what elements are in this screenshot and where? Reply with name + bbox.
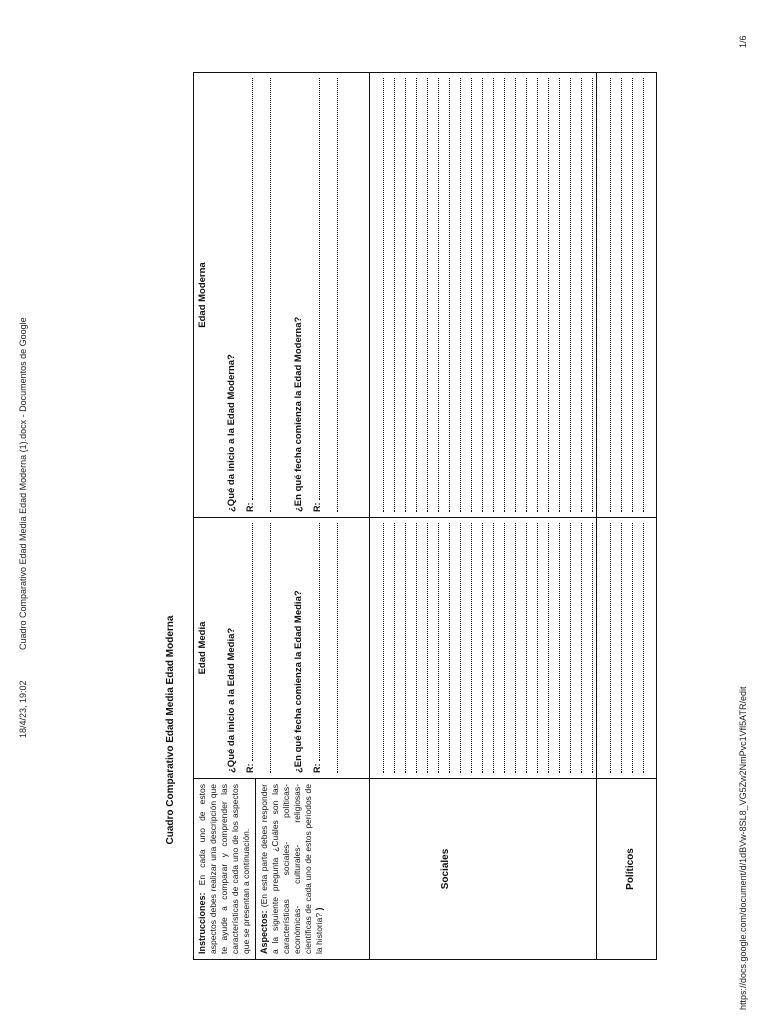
instructions-paragraph — [197, 784, 252, 954]
dotted-line — [515, 523, 516, 773]
answer-line-moderna-4[interactable] — [328, 78, 340, 512]
dotted-line — [621, 78, 622, 512]
dotted-line — [526, 523, 527, 773]
dotted-line — [643, 523, 644, 773]
dotted-line — [548, 78, 549, 512]
dotted-line — [493, 523, 494, 773]
instructions-label: Instrucciones: — [197, 892, 207, 954]
dotted-line — [559, 78, 560, 512]
dotted-line — [405, 523, 406, 773]
aspects-paragraph — [259, 784, 325, 954]
dotted-line — [449, 78, 450, 512]
dotted-line — [610, 78, 611, 512]
table-row-sociales — [370, 73, 597, 960]
aspects-close: ) — [314, 907, 324, 911]
aspects-text: (En esta parte debes responder a la siguiente pregunta ¿Cuáles son las características sociales- políticas- económicas- culturales- religiosas- científicas de cada uno de estos periodos de la historia? — [259, 784, 324, 954]
dotted-line — [337, 78, 338, 512]
dotted-line — [394, 78, 395, 512]
dotted-line — [610, 523, 611, 773]
dotted-line — [449, 523, 450, 773]
dotted-line — [493, 78, 494, 512]
answer-line-media-3[interactable] — [310, 523, 322, 773]
document-page — [165, 30, 636, 960]
dotted-line — [581, 523, 582, 773]
aspect-label-politicos: Políticos — [625, 848, 636, 890]
dotted-line — [592, 523, 593, 773]
answer-prefix: R: — [245, 763, 255, 773]
dotted-line — [592, 78, 593, 512]
dotted-line — [319, 78, 320, 501]
dotted-line — [270, 78, 271, 512]
question-moderna-fecha: ¿En qué fecha comienza la Edad Moderna? — [293, 316, 304, 512]
dotted-line — [537, 78, 538, 512]
aspect-cell-sociales — [370, 779, 597, 960]
dotted-line — [621, 523, 622, 773]
dotted-line — [416, 78, 417, 512]
dotted-line — [252, 78, 253, 501]
dotted-line — [319, 523, 320, 762]
aspect-cell-politicos — [597, 779, 657, 960]
aspect-label-sociales: Sociales — [440, 848, 451, 890]
dotted-line — [548, 523, 549, 773]
divider — [255, 779, 256, 959]
dotted-line — [526, 78, 527, 512]
dotted-line — [427, 523, 428, 773]
question-moderna-inicio: ¿Qué da inicio a la Edad Moderna? — [226, 354, 237, 512]
answer-line-media-2[interactable] — [261, 523, 273, 773]
answer-line-moderna-3[interactable] — [310, 78, 322, 512]
dotted-line — [405, 78, 406, 512]
print-doc-title: Cuadro Comparativo Edad Media Edad Moderna (1).docx - Documentos de Google — [18, 317, 28, 650]
table-row-politicos — [597, 73, 657, 960]
dotted-line — [482, 523, 483, 773]
dotted-line — [383, 523, 384, 773]
instructions-cell — [194, 779, 370, 960]
dotted-line — [394, 523, 395, 773]
column-title-edad-moderna: Edad Moderna — [197, 262, 208, 328]
dotted-line — [460, 78, 461, 512]
dotted-line — [570, 523, 571, 773]
print-page-number: 1/6 — [738, 35, 748, 48]
answer-prefix: R: — [312, 502, 322, 512]
dotted-line — [416, 523, 417, 773]
question-media-fecha: ¿En qué fecha comienza la Edad Media? — [293, 590, 304, 773]
document-title: Cuadro Comparativo Edad Media Edad Moderna — [165, 615, 176, 845]
dotted-line — [515, 78, 516, 512]
politicos-media-cell[interactable] — [597, 518, 657, 779]
dotted-line — [632, 523, 633, 773]
dotted-line — [438, 523, 439, 773]
question-media-inicio: ¿Qué da inicio a la Edad Media? — [226, 627, 237, 773]
dotted-line — [632, 78, 633, 512]
politicos-moderna-cell[interactable] — [597, 73, 657, 518]
comparison-table — [193, 72, 657, 960]
answer-line-media-1[interactable] — [243, 523, 255, 773]
dotted-line — [559, 523, 560, 773]
print-url: https://docs.google.com/document/d/1dBVw-8SL8_VG5Zw2NmPvc1Vfl5ATR/edit — [738, 686, 748, 1010]
table-header-row — [194, 73, 370, 960]
edad-moderna-header-cell — [194, 73, 370, 518]
dotted-line — [643, 78, 644, 512]
answer-prefix: R: — [245, 502, 255, 512]
answer-line-media-4[interactable] — [328, 523, 340, 773]
dotted-line — [482, 78, 483, 512]
column-title-edad-media: Edad Media — [197, 621, 208, 675]
dotted-line — [438, 78, 439, 512]
sociales-media-cell[interactable] — [370, 518, 597, 779]
dotted-line — [460, 523, 461, 773]
edad-media-header-cell — [194, 518, 370, 779]
instructions-text: En cada uno de estos aspectos debes realizar una descripción que te ayude a comparar y comprender las características de cada uno de los aspectos que se presentan a continuación. — [197, 784, 251, 954]
answer-line-moderna-1[interactable] — [243, 78, 255, 512]
answer-line-moderna-2[interactable] — [261, 78, 273, 512]
dotted-line — [570, 78, 571, 512]
dotted-line — [471, 78, 472, 512]
dotted-line — [270, 523, 271, 773]
dotted-line — [471, 523, 472, 773]
dotted-line — [537, 523, 538, 773]
print-datetime: 18/4/23, 19:02 — [18, 680, 28, 738]
sociales-moderna-cell[interactable] — [370, 73, 597, 518]
dotted-line — [581, 78, 582, 512]
dotted-line — [427, 78, 428, 512]
dotted-line — [504, 78, 505, 512]
dotted-line — [337, 523, 338, 773]
aspects-label: Aspectos: — [259, 910, 269, 954]
dotted-line — [504, 523, 505, 773]
answer-prefix: R: — [312, 763, 322, 773]
dotted-line — [252, 523, 253, 762]
dotted-line — [383, 78, 384, 512]
